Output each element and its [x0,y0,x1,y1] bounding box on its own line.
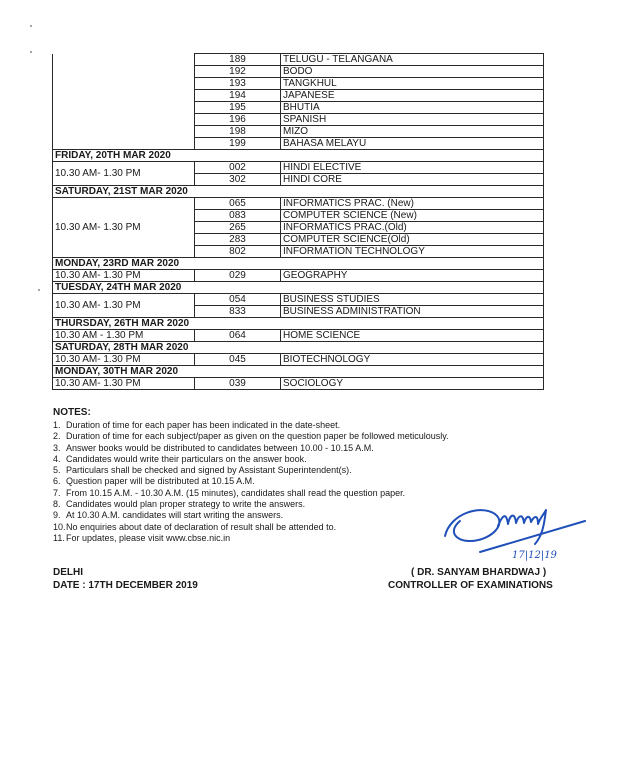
note-number: 10. [53,521,66,532]
note-text: From 10.15 A.M. - 10.30 A.M. (15 minutes), candidates shall read the question paper. [66,487,406,498]
footer-left [53,566,198,592]
subject-code: 194 [195,90,281,102]
subject-code: 302 [195,174,281,186]
subject-code: 064 [195,330,281,342]
subject-name: SOCIOLOGY [281,378,544,390]
day-header-row [53,366,544,378]
note-text: Question paper will be distributed at 10.15 A.M. [66,476,255,487]
subject-code: 199 [195,138,281,150]
subject-name: BHUTIA [281,102,544,114]
scan-mark [38,289,40,291]
subject-name: JAPANESE [281,90,544,102]
exam-date: THURSDAY, 26TH MAR 2020 [53,318,544,330]
note-text: Candidates would write their particulars on the answer book. [66,453,307,464]
signatory-title: CONTROLLER OF EXAMINATIONS [388,580,553,591]
note-number: 3. [53,442,61,453]
subject-name: INFORMATICS PRAC.(Old) [281,222,544,234]
subject-code: 198 [195,126,281,138]
subject-code: 196 [195,114,281,126]
table-row [53,294,544,306]
note-item [53,431,533,442]
subject-name: BAHASA MELAYU [281,138,544,150]
subject-code: 045 [195,354,281,366]
note-number: 7. [53,487,61,498]
table-row [53,354,544,366]
signature [420,496,600,562]
subject-code: 195 [195,102,281,114]
day-header-row [53,186,544,198]
note-text: For updates, please visit www.cbse.nic.in [66,532,231,543]
exam-date: TUESDAY, 24TH MAR 2020 [53,282,544,294]
note-text: No enquiries about date of declaration of result shall be attended to. [66,521,337,532]
subject-name: BUSINESS ADMINISTRATION [281,306,544,318]
table-row [53,270,544,282]
day-header-row [53,282,544,294]
exam-date: MONDAY, 30TH MAR 2020 [53,366,544,378]
exam-schedule-table [52,53,544,390]
signature-date: 17|12|19 [512,550,557,561]
day-header-row [53,258,544,270]
scan-mark [30,51,32,53]
subject-name: HINDI ELECTIVE [281,162,544,174]
issue-place: DELHI [53,567,83,578]
subject-name: HOME SCIENCE [281,330,544,342]
table-row [53,198,544,210]
subject-code: 265 [195,222,281,234]
notes-title: NOTES: [53,407,91,418]
subject-name: BIOTECHNOLOGY [281,354,544,366]
subject-name: BUSINESS STUDIES [281,294,544,306]
continued-time-cell [53,54,195,150]
subject-code: 283 [195,234,281,246]
exam-time: 10.30 AM- 1.30 PM [53,294,195,318]
subject-name: SPANISH [281,114,544,126]
note-item [53,454,533,465]
signatory-block [388,566,598,592]
note-number: 5. [53,465,61,476]
exam-time: 10.30 AM- 1.30 PM [53,270,195,282]
day-header-row [53,150,544,162]
subject-code: 029 [195,270,281,282]
note-text: At 10.30 A.M. candidates will start writing the answers. [66,510,284,521]
note-number: 11. [53,532,65,543]
subject-code: 802 [195,246,281,258]
table-row [53,162,544,174]
note-text: Duration of time for each subject/paper as given on the question paper be followed meticulously. [66,431,449,442]
note-number: 6. [53,476,61,487]
signatory-name: ( DR. SANYAM BHARDWAJ ) [411,567,547,578]
note-item [53,443,533,454]
subject-code: 192 [195,66,281,78]
note-number: 4. [53,453,61,464]
subject-name: GEOGRAPHY [281,270,544,282]
exam-date: MONDAY, 23RD MAR 2020 [53,258,544,270]
note-number: 1. [53,420,61,430]
day-header-row [53,318,544,330]
scan-mark [30,25,32,27]
note-text: Duration of time for each paper has been indicated in the date-sheet. [66,420,341,430]
subject-code: 189 [195,54,281,66]
subject-name: INFORMATION TECHNOLOGY [281,246,544,258]
note-number: 9. [53,510,61,521]
subject-code: 002 [195,162,281,174]
subject-name: TELUGU - TELANGANA [281,54,544,66]
table-row [53,54,544,66]
day-header-row [53,342,544,354]
subject-code: 833 [195,306,281,318]
signature-loop [445,510,499,541]
note-text: Candidates would plan proper strategy to write the answers. [66,499,306,510]
subject-name: INFORMATICS PRAC. (New) [281,198,544,210]
subject-code: 083 [195,210,281,222]
exam-schedule-body [53,54,544,390]
issue-date: DATE : 17TH DECEMBER 2019 [53,580,198,591]
note-item [53,420,533,431]
table-row [53,378,544,390]
subject-name: MIZO [281,126,544,138]
exam-time: 10.30 AM- 1.30 PM [53,354,195,366]
note-item [53,465,533,476]
exam-date: SATURDAY, 21ST MAR 2020 [53,186,544,198]
exam-date: SATURDAY, 28TH MAR 2020 [53,342,544,354]
subject-name: COMPUTER SCIENCE(Old) [281,234,544,246]
subject-code: 065 [195,198,281,210]
exam-date: FRIDAY, 20TH MAR 2020 [53,150,544,162]
exam-time: 10.30 AM- 1.30 PM [53,198,195,258]
subject-name: TANGKHUL [281,78,544,90]
note-number: 2. [53,431,61,442]
subject-name: HINDI CORE [281,174,544,186]
table-row [53,330,544,342]
exam-time: 10.30 AM- 1.30 PM [53,378,195,390]
exam-time: 10.30 AM- 1.30 PM [53,162,195,186]
subject-code: 054 [195,294,281,306]
exam-time: 10.30 AM - 1.30 PM [53,330,195,342]
subject-name: BODO [281,66,544,78]
note-item [53,476,533,487]
subject-code: 039 [195,378,281,390]
signature-underline [480,521,585,552]
subject-name: COMPUTER SCIENCE (New) [281,210,544,222]
note-text: Particulars shall be checked and signed by Assistant Superintendent(s). [66,465,352,476]
note-number: 8. [53,499,61,510]
note-text: Answer books would be distributed to candidates between 10.00 - 10.15 A.M. [66,442,374,453]
subject-code: 193 [195,78,281,90]
